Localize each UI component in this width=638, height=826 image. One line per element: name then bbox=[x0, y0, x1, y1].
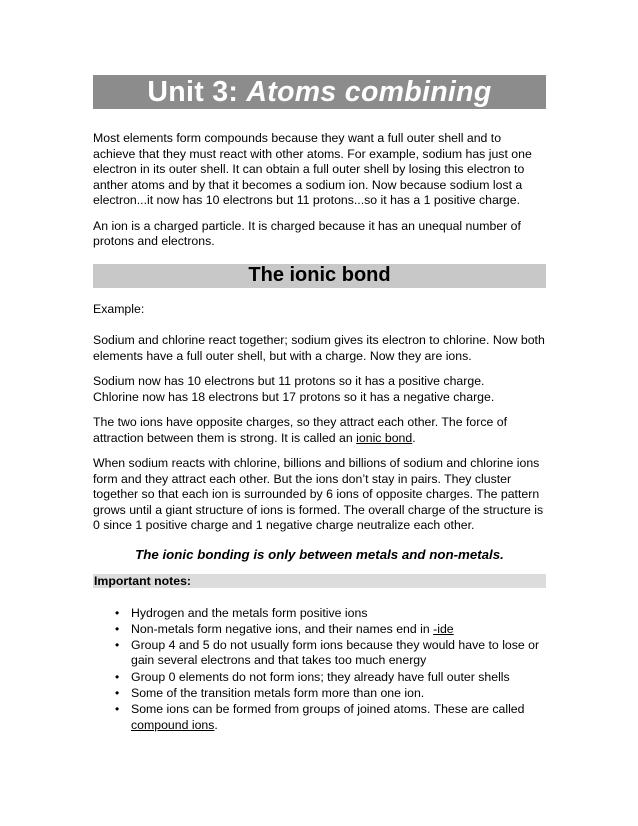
title-emphasis: Atoms combining bbox=[246, 75, 492, 108]
ionic-paragraph-4: When sodium reacts with chlorine, billions and billions of sodium and chlorine ions form and they attract each other. But the ions don’t stay in pairs. They cluster together so that each ion is surrounded by 6 ions of opposite charges. The pattern grows until a giant structure of ions is formed. The overall charge of the structure is 0 since 1 positive charge and 1 negative charge neutralize each other. bbox=[93, 456, 544, 532]
note-text: Non-metals form negative ions, and their names end in bbox=[131, 621, 434, 636]
important-notes-heading: Important notes: bbox=[93, 574, 546, 588]
list-item bbox=[115, 605, 546, 621]
notes-list bbox=[93, 606, 546, 733]
bullet-icon: • bbox=[115, 605, 120, 620]
example-label: Example: bbox=[93, 301, 145, 316]
bullet-icon: • bbox=[115, 685, 120, 700]
note-text: Some ions can be formed from groups of joined atoms. These are called bbox=[131, 702, 525, 717]
emphasis-statement: The ionic bonding is only between metals and non-metals. bbox=[135, 546, 504, 562]
list-item bbox=[115, 669, 546, 685]
ionic-paragraph-3 bbox=[93, 415, 546, 446]
chlorine-line: Chlorine now has 18 electrons but 17 protons so it has a negative charge. bbox=[93, 389, 495, 404]
note-text: Some of the transition metals form more than one ion. bbox=[131, 685, 425, 700]
section-heading-ionic-bond: The ionic bond bbox=[93, 264, 546, 288]
ionic-paragraph-1: Sodium and chlorine react together; sodium gives its electron to chlorine. Now both elements have a full outer shell, but with a charge. Now they are ions. bbox=[93, 333, 545, 363]
list-item bbox=[115, 685, 546, 701]
note-text: Group 4 and 5 do not usually form ions because they would have to lose or gain several electrons and that takes too much energy bbox=[131, 638, 540, 668]
bullet-icon: • bbox=[115, 638, 120, 653]
ide-link[interactable]: -ide bbox=[433, 621, 454, 636]
ionic-paragraph-3-end: . bbox=[412, 430, 416, 445]
note-text-end: . bbox=[214, 717, 218, 732]
list-item bbox=[115, 638, 546, 669]
note-text: Hydrogen and the metals form positive ions bbox=[131, 605, 368, 620]
bullet-icon: • bbox=[115, 702, 120, 717]
list-item bbox=[115, 621, 546, 637]
list-item bbox=[115, 702, 546, 733]
document-page bbox=[93, 75, 546, 734]
sodium-line: Sodium now has 10 electrons but 11 protons so it has a positive charge. bbox=[93, 374, 485, 388]
intro-paragraph-1: Most elements form compounds because they want a full outer shell and to achieve that they must react with other atoms. For example, sodium has just one electron in its outer shell. It can obtain a full outer shell by losing this electron to anther atoms and by that it becomes a sodium ion. Now because sodium lost a electron...it now has 10 electrons but 11 protons...so it has a 1 positive charge. bbox=[93, 131, 532, 207]
intro-paragraph-2: An ion is a charged particle. It is charged because it has an unequal number of protons and electrons. bbox=[93, 218, 521, 248]
compound-ions-link[interactable]: compound ions bbox=[131, 717, 215, 732]
ionic-bond-link[interactable]: ionic bond bbox=[356, 430, 413, 445]
bullet-icon: • bbox=[115, 669, 120, 684]
title-prefix: Unit 3: bbox=[147, 75, 247, 108]
title-banner bbox=[93, 75, 546, 109]
note-text: Group 0 elements do not form ions; they already have full outer shells bbox=[131, 669, 510, 684]
ionic-paragraph-3-text: The two ions have opposite charges, so they attract each other. The force of attraction between them is strong. It is called an bbox=[93, 415, 508, 445]
bullet-icon: • bbox=[115, 621, 120, 636]
